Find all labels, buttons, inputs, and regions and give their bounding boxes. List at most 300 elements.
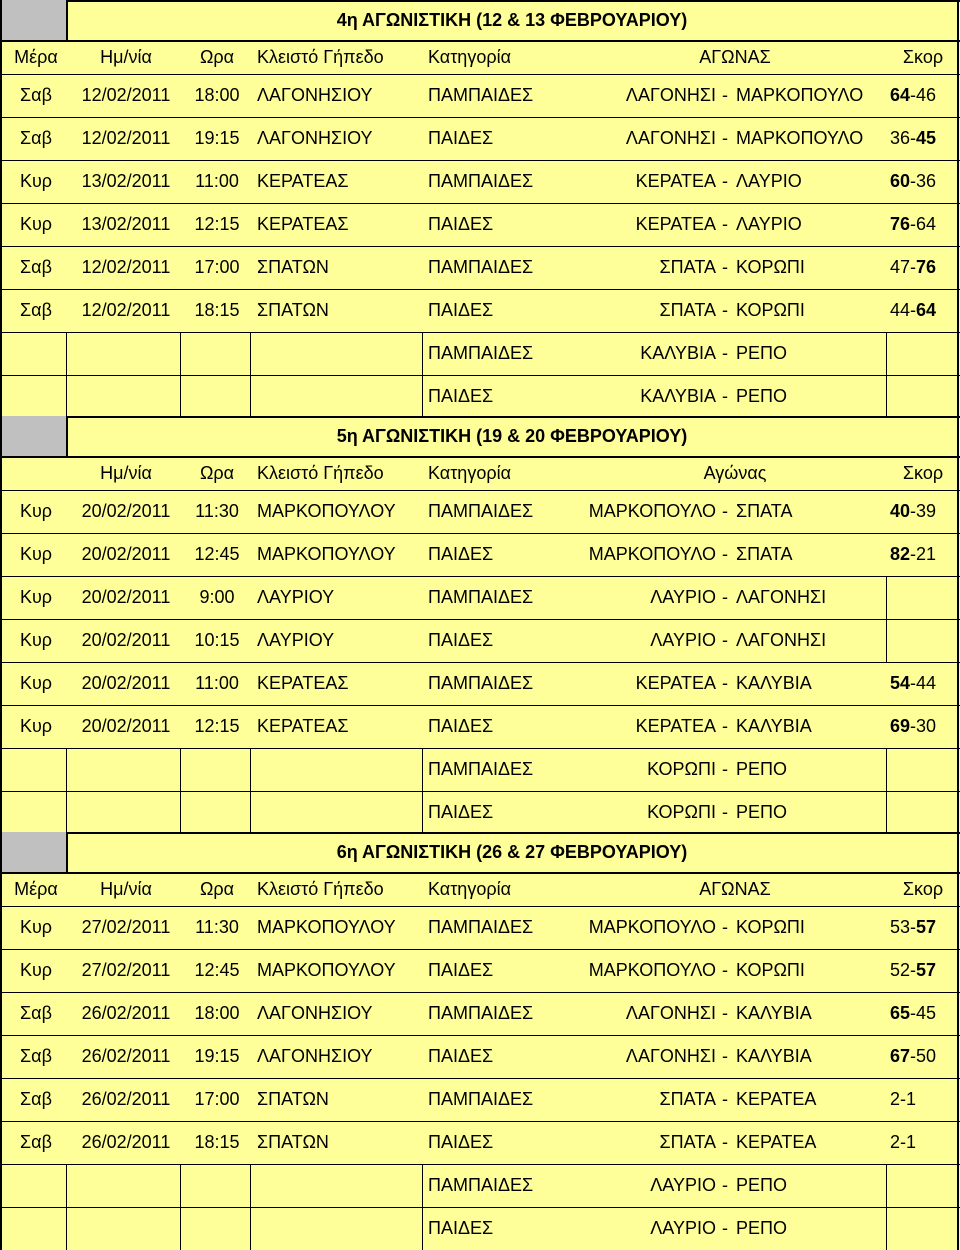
time-cell bbox=[184, 117, 250, 160]
grid-line bbox=[957, 872, 959, 1250]
venue-cell-text: ΜΑΡΚΟΠΟΥΛΟΥ bbox=[257, 917, 396, 937]
date-cell bbox=[72, 332, 180, 375]
score-separator: - bbox=[910, 501, 917, 521]
date-cell bbox=[72, 74, 180, 117]
home-team-cell-text: ΚΕΡΑΤΕΑ bbox=[635, 171, 716, 191]
header-match-text: ΑΓΩΝΑΣ bbox=[699, 878, 771, 899]
grid-line bbox=[180, 375, 181, 418]
match-separator bbox=[718, 375, 732, 418]
gray-left-bar bbox=[0, 0, 66, 40]
score-cell bbox=[890, 576, 956, 619]
time-cell bbox=[184, 906, 250, 949]
away-team-cell bbox=[736, 375, 886, 418]
score-cell bbox=[890, 203, 956, 246]
day-cell bbox=[6, 332, 66, 375]
day-cell bbox=[6, 1035, 66, 1078]
home-team-cell bbox=[570, 375, 716, 418]
date-cell bbox=[72, 949, 180, 992]
header-score-text: Σκορ bbox=[902, 462, 944, 483]
day-cell bbox=[6, 748, 66, 791]
match-separator bbox=[718, 992, 732, 1035]
home-team-cell-text: ΛΑΥΡΙΟ bbox=[650, 630, 716, 650]
date-cell bbox=[72, 619, 180, 662]
away-team-cell bbox=[736, 117, 886, 160]
header-time-text: Ωρα bbox=[199, 462, 235, 483]
score-away: 36 bbox=[916, 171, 937, 191]
time-cell bbox=[184, 1164, 250, 1207]
away-team-cell bbox=[736, 490, 886, 533]
day-cell-text: Κυρ bbox=[19, 587, 53, 607]
score-separator: - bbox=[910, 1003, 917, 1023]
home-team-cell bbox=[570, 791, 716, 834]
venue-cell bbox=[257, 1078, 422, 1121]
date-cell bbox=[72, 490, 180, 533]
venue-cell bbox=[257, 619, 422, 662]
grid-line bbox=[886, 1164, 887, 1207]
grid-line bbox=[0, 246, 960, 247]
grid-line bbox=[0, 490, 960, 491]
time-cell bbox=[184, 375, 250, 418]
day-cell-text: Κυρ bbox=[19, 673, 53, 693]
away-team-cell-text: ΡΕΠΟ bbox=[736, 1218, 788, 1238]
grid-line bbox=[0, 832, 2, 1250]
home-team-cell bbox=[570, 992, 716, 1035]
day-cell bbox=[6, 117, 66, 160]
grid-line bbox=[886, 1207, 887, 1250]
header-time bbox=[184, 456, 250, 490]
round-section bbox=[0, 832, 960, 1250]
home-team-cell bbox=[570, 949, 716, 992]
category-cell-text: ΠΑΙΔΕΣ bbox=[428, 630, 494, 650]
grid-line bbox=[0, 456, 960, 458]
date-cell bbox=[72, 748, 180, 791]
away-team-cell-text: ΚΑΛΥΒΙΑ bbox=[736, 1046, 812, 1066]
header-date bbox=[72, 872, 180, 906]
day-cell-text: Κυρ bbox=[19, 544, 53, 564]
away-team-cell bbox=[736, 1164, 886, 1207]
category-cell bbox=[428, 203, 578, 246]
home-team-cell bbox=[570, 1035, 716, 1078]
header-venue-text: Κλειστό Γήπεδο bbox=[257, 46, 384, 67]
home-team-cell bbox=[570, 748, 716, 791]
day-cell bbox=[6, 992, 66, 1035]
category-cell-text: ΠΑΜΠΑΙΔΕΣ bbox=[428, 171, 534, 191]
venue-cell-text: ΛΑΥΡΙΟΥ bbox=[257, 587, 335, 607]
grid-line bbox=[66, 748, 67, 791]
venue-cell-text: ΚΕΡΑΤΕΑΣ bbox=[257, 171, 349, 191]
round-title: 6η ΑΓΩΝΙΣΤΙΚΗ (26 & 27 ΦΕΒΡΟΥΑΡΙΟΥ) bbox=[66, 832, 958, 872]
table-row bbox=[0, 1078, 960, 1121]
match-separator-text: - bbox=[722, 759, 728, 779]
away-team-cell-text: ΣΠΑΤΑ bbox=[736, 544, 793, 564]
time-cell-text: 12:15 bbox=[194, 716, 240, 736]
match-separator bbox=[718, 203, 732, 246]
home-team-cell-text: ΛΑΥΡΙΟ bbox=[650, 1218, 716, 1238]
date-cell bbox=[72, 1207, 180, 1250]
away-team-cell-text: ΚΟΡΩΠΙ bbox=[736, 300, 805, 320]
score-separator: - bbox=[910, 673, 917, 693]
grid-line bbox=[422, 1164, 423, 1207]
match-separator-text: - bbox=[722, 171, 728, 191]
score-separator: - bbox=[910, 917, 917, 937]
time-cell bbox=[184, 490, 250, 533]
grid-line bbox=[0, 160, 960, 161]
date-cell bbox=[72, 662, 180, 705]
home-team-cell bbox=[570, 1164, 716, 1207]
match-separator bbox=[718, 619, 732, 662]
category-cell bbox=[428, 289, 578, 332]
away-team-cell bbox=[736, 289, 886, 332]
away-team-cell-text: ΛΑΓΟΝΗΣΙ bbox=[736, 587, 827, 607]
home-team-cell-text: ΜΑΡΚΟΠΟΥΛΟ bbox=[588, 960, 716, 980]
grid-line bbox=[250, 375, 251, 418]
time-cell-text: 12:45 bbox=[194, 960, 240, 980]
category-cell-text: ΠΑΙΔΕΣ bbox=[428, 1046, 494, 1066]
score-cell bbox=[890, 791, 956, 834]
day-cell-text: Κυρ bbox=[19, 214, 53, 234]
score-away: 50 bbox=[916, 1046, 937, 1066]
day-cell bbox=[6, 576, 66, 619]
date-cell-text: 26/02/2011 bbox=[81, 1132, 171, 1152]
table-row bbox=[0, 203, 960, 246]
venue-cell bbox=[257, 1121, 422, 1164]
header-time bbox=[184, 40, 250, 74]
date-cell bbox=[72, 576, 180, 619]
day-cell bbox=[6, 906, 66, 949]
score-cell bbox=[890, 906, 956, 949]
day-cell bbox=[6, 160, 66, 203]
away-team-cell bbox=[736, 533, 886, 576]
score-cell bbox=[890, 332, 956, 375]
venue-cell bbox=[257, 490, 422, 533]
venue-cell-text: ΜΑΡΚΟΠΟΥΛΟΥ bbox=[257, 501, 396, 521]
time-cell-text: 11:00 bbox=[195, 171, 239, 191]
grid-line bbox=[250, 748, 251, 791]
date-cell-text: 12/02/2011 bbox=[81, 300, 171, 320]
venue-cell bbox=[257, 203, 422, 246]
home-team-cell bbox=[570, 1121, 716, 1164]
away-team-cell-text: ΚΑΛΥΒΙΑ bbox=[736, 673, 812, 693]
score-cell bbox=[890, 533, 956, 576]
match-separator bbox=[718, 533, 732, 576]
grid-line bbox=[66, 375, 67, 418]
grid-line bbox=[66, 1207, 67, 1250]
score-separator: - bbox=[910, 257, 917, 277]
match-separator bbox=[718, 246, 732, 289]
score-separator: - bbox=[900, 1132, 907, 1152]
home-team-cell-text: ΣΠΑΤΑ bbox=[659, 1132, 716, 1152]
home-team-cell bbox=[570, 203, 716, 246]
home-team-cell-text: ΜΑΡΚΟΠΟΥΛΟ bbox=[588, 501, 716, 521]
table-row bbox=[0, 117, 960, 160]
grid-line bbox=[180, 791, 181, 834]
day-cell-text: Σαβ bbox=[20, 257, 52, 277]
home-team-cell-text: ΛΑΥΡΙΟ bbox=[650, 587, 716, 607]
away-team-cell bbox=[736, 1207, 886, 1250]
category-cell-text: ΠΑΜΠΑΙΔΕΣ bbox=[428, 1089, 534, 1109]
header-venue bbox=[257, 872, 422, 906]
venue-cell bbox=[257, 992, 422, 1035]
score-away: 1 bbox=[906, 1132, 917, 1152]
match-separator-text: - bbox=[722, 1175, 728, 1195]
score-home: 53 bbox=[890, 917, 911, 937]
day-cell-text: Σαβ bbox=[20, 1132, 52, 1152]
category-cell-text: ΠΑΜΠΑΙΔΕΣ bbox=[428, 673, 534, 693]
grid-line bbox=[66, 416, 68, 456]
header-category-text: Κατηγορία bbox=[428, 878, 511, 899]
away-team-cell-text: ΚΕΡΑΤΕΑ bbox=[736, 1132, 817, 1152]
category-cell bbox=[428, 1164, 578, 1207]
date-cell bbox=[72, 246, 180, 289]
away-team-cell bbox=[736, 160, 886, 203]
day-cell-text: Σαβ bbox=[20, 1089, 52, 1109]
home-team-cell bbox=[570, 533, 716, 576]
venue-cell bbox=[257, 74, 422, 117]
category-cell-text: ΠΑΙΔΕΣ bbox=[428, 300, 494, 320]
date-cell-text: 13/02/2011 bbox=[81, 214, 171, 234]
date-cell-text: 20/02/2011 bbox=[81, 587, 171, 607]
table-row bbox=[0, 1207, 960, 1250]
venue-cell bbox=[257, 906, 422, 949]
away-team-cell-text: ΚΟΡΩΠΙ bbox=[736, 960, 805, 980]
home-team-cell-text: ΚΑΛΥΒΙΑ bbox=[640, 343, 716, 363]
score-away: 46 bbox=[916, 85, 937, 105]
category-cell bbox=[428, 1207, 578, 1250]
date-cell bbox=[72, 791, 180, 834]
match-separator-text: - bbox=[722, 802, 728, 822]
time-cell bbox=[184, 1035, 250, 1078]
day-cell-text: Κυρ bbox=[19, 716, 53, 736]
venue-cell-text: ΣΠΑΤΩΝ bbox=[257, 1132, 329, 1152]
grid-line bbox=[0, 533, 960, 534]
score-away: 21 bbox=[916, 544, 937, 564]
away-team-cell-text: ΜΑΡΚΟΠΟΥΛΟ bbox=[736, 85, 864, 105]
match-separator-text: - bbox=[722, 673, 728, 693]
day-cell bbox=[6, 246, 66, 289]
grid-line bbox=[180, 332, 181, 375]
header-venue-text: Κλειστό Γήπεδο bbox=[257, 462, 384, 483]
grid-line bbox=[0, 74, 960, 75]
match-separator-text: - bbox=[722, 630, 728, 650]
table-row bbox=[0, 576, 960, 619]
match-separator-text: - bbox=[722, 960, 728, 980]
date-cell-text: 20/02/2011 bbox=[81, 630, 171, 650]
score-home: 47 bbox=[890, 257, 911, 277]
grid-line bbox=[250, 1207, 251, 1250]
grid-line bbox=[0, 791, 960, 792]
table-row bbox=[0, 490, 960, 533]
away-team-cell-text: ΛΑΥΡΙΟ bbox=[736, 214, 802, 234]
score-home: 40 bbox=[890, 501, 911, 521]
match-separator bbox=[718, 949, 732, 992]
score-cell bbox=[890, 992, 956, 1035]
score-cell bbox=[890, 748, 956, 791]
match-separator bbox=[718, 117, 732, 160]
away-team-cell bbox=[736, 662, 886, 705]
day-cell bbox=[6, 662, 66, 705]
category-cell-text: ΠΑΜΠΑΙΔΕΣ bbox=[428, 917, 534, 937]
away-team-cell bbox=[736, 748, 886, 791]
table-row bbox=[0, 906, 960, 949]
header-score bbox=[890, 40, 956, 74]
away-team-cell bbox=[736, 1121, 886, 1164]
score-cell bbox=[890, 490, 956, 533]
date-cell bbox=[72, 160, 180, 203]
score-home: 65 bbox=[890, 1003, 911, 1023]
date-cell-text: 12/02/2011 bbox=[81, 85, 171, 105]
gray-left-bar bbox=[0, 416, 66, 456]
time-cell bbox=[184, 74, 250, 117]
table-row bbox=[0, 662, 960, 705]
table-row bbox=[0, 332, 960, 375]
day-cell bbox=[6, 490, 66, 533]
grid-line bbox=[0, 705, 960, 706]
home-team-cell bbox=[570, 619, 716, 662]
day-cell-text: Σαβ bbox=[20, 300, 52, 320]
score-home: 44 bbox=[890, 300, 911, 320]
grid-line bbox=[957, 40, 959, 418]
score-cell bbox=[890, 949, 956, 992]
category-cell bbox=[428, 74, 578, 117]
table-row bbox=[0, 705, 960, 748]
grid-line bbox=[0, 748, 960, 749]
score-home: 36 bbox=[890, 128, 911, 148]
grid-line bbox=[0, 1121, 960, 1122]
home-team-cell-text: ΜΑΡΚΟΠΟΥΛΟ bbox=[588, 544, 716, 564]
day-cell-text: Σαβ bbox=[20, 85, 52, 105]
away-team-cell bbox=[736, 1078, 886, 1121]
score-away: 64 bbox=[916, 300, 937, 320]
time-cell bbox=[184, 533, 250, 576]
away-team-cell-text: ΛΑΓΟΝΗΣΙ bbox=[736, 630, 827, 650]
grid-line bbox=[0, 203, 960, 204]
venue-cell bbox=[257, 705, 422, 748]
category-cell bbox=[428, 992, 578, 1035]
match-separator-text: - bbox=[722, 716, 728, 736]
match-separator-text: - bbox=[722, 917, 728, 937]
table-row bbox=[0, 74, 960, 117]
match-separator-text: - bbox=[722, 300, 728, 320]
date-cell-text: 20/02/2011 bbox=[81, 673, 171, 693]
home-team-cell-text: ΚΟΡΩΠΙ bbox=[647, 759, 716, 779]
header-score bbox=[890, 456, 956, 490]
header-time-text: Ωρα bbox=[199, 878, 235, 899]
score-cell bbox=[890, 246, 956, 289]
away-team-cell bbox=[736, 203, 886, 246]
time-cell-text: 11:30 bbox=[195, 917, 239, 937]
header-time-text: Ωρα bbox=[199, 46, 235, 67]
category-cell bbox=[428, 791, 578, 834]
home-team-cell-text: ΛΑΓΟΝΗΣΙ bbox=[625, 128, 716, 148]
match-separator bbox=[718, 1121, 732, 1164]
date-cell-text: 26/02/2011 bbox=[81, 1003, 171, 1023]
score-cell bbox=[890, 1078, 956, 1121]
date-cell-text: 20/02/2011 bbox=[81, 544, 171, 564]
grid-line bbox=[0, 992, 960, 993]
date-cell bbox=[72, 289, 180, 332]
table-row bbox=[0, 992, 960, 1035]
category-cell-text: ΠΑΙΔΕΣ bbox=[428, 1218, 494, 1238]
header-day bbox=[6, 456, 66, 490]
grid-line bbox=[0, 0, 2, 418]
home-team-cell-text: ΚΑΛΥΒΙΑ bbox=[640, 386, 716, 406]
day-cell-text: Κυρ bbox=[19, 171, 53, 191]
grid-line bbox=[0, 1164, 960, 1165]
header-venue bbox=[257, 40, 422, 74]
home-team-cell bbox=[570, 576, 716, 619]
category-cell-text: ΠΑΙΔΕΣ bbox=[428, 960, 494, 980]
venue-cell bbox=[257, 662, 422, 705]
day-cell-text: Κυρ bbox=[19, 917, 53, 937]
match-separator-text: - bbox=[722, 1046, 728, 1066]
header-venue-text: Κλειστό Γήπεδο bbox=[257, 878, 384, 899]
category-cell-text: ΠΑΜΠΑΙΔΕΣ bbox=[428, 343, 534, 363]
match-separator-text: - bbox=[722, 1003, 728, 1023]
match-separator bbox=[718, 490, 732, 533]
grid-line bbox=[66, 832, 68, 872]
match-separator bbox=[718, 332, 732, 375]
grid-line bbox=[422, 1207, 423, 1250]
time-cell bbox=[184, 949, 250, 992]
grid-line bbox=[180, 1207, 181, 1250]
day-cell bbox=[6, 1164, 66, 1207]
venue-cell bbox=[257, 160, 422, 203]
match-separator bbox=[718, 1035, 732, 1078]
venue-cell-text: ΚΕΡΑΤΕΑΣ bbox=[257, 673, 349, 693]
time-cell bbox=[184, 748, 250, 791]
header-date bbox=[72, 456, 180, 490]
venue-cell bbox=[257, 246, 422, 289]
away-team-cell bbox=[736, 246, 886, 289]
home-team-cell-text: ΚΕΡΑΤΕΑ bbox=[635, 673, 716, 693]
venue-cell bbox=[257, 533, 422, 576]
date-cell-text: 27/02/2011 bbox=[81, 960, 171, 980]
category-cell-text: ΠΑΙΔΕΣ bbox=[428, 802, 494, 822]
venue-cell-text: ΚΕΡΑΤΕΑΣ bbox=[257, 716, 349, 736]
score-away: 57 bbox=[916, 917, 937, 937]
match-separator bbox=[718, 1207, 732, 1250]
away-team-cell-text: ΚΑΛΥΒΙΑ bbox=[736, 1003, 812, 1023]
match-separator bbox=[718, 1078, 732, 1121]
home-team-cell bbox=[570, 74, 716, 117]
category-cell-text: ΠΑΜΠΑΙΔΕΣ bbox=[428, 587, 534, 607]
category-cell bbox=[428, 705, 578, 748]
time-cell-text: 17:00 bbox=[194, 257, 240, 277]
time-cell bbox=[184, 1078, 250, 1121]
away-team-cell-text: ΛΑΥΡΙΟ bbox=[736, 171, 802, 191]
match-separator bbox=[718, 289, 732, 332]
venue-cell bbox=[257, 1164, 422, 1207]
score-away: 64 bbox=[916, 214, 937, 234]
header-day-text: Μέρα bbox=[14, 878, 58, 899]
venue-cell bbox=[257, 576, 422, 619]
time-cell-text: 12:15 bbox=[194, 214, 240, 234]
day-cell bbox=[6, 1078, 66, 1121]
table-row bbox=[0, 619, 960, 662]
time-cell-text: 19:15 bbox=[194, 128, 240, 148]
category-cell bbox=[428, 576, 578, 619]
date-cell-text: 26/02/2011 bbox=[81, 1089, 171, 1109]
match-separator-text: - bbox=[722, 544, 728, 564]
table-row bbox=[0, 1121, 960, 1164]
score-away: 45 bbox=[916, 128, 937, 148]
away-team-cell bbox=[736, 906, 886, 949]
time-cell-text: 17:00 bbox=[194, 1089, 240, 1109]
header-day bbox=[6, 872, 66, 906]
gray-left-bar bbox=[0, 832, 66, 872]
away-team-cell-text: ΚΑΛΥΒΙΑ bbox=[736, 716, 812, 736]
category-cell-text: ΠΑΜΠΑΙΔΕΣ bbox=[428, 1003, 534, 1023]
